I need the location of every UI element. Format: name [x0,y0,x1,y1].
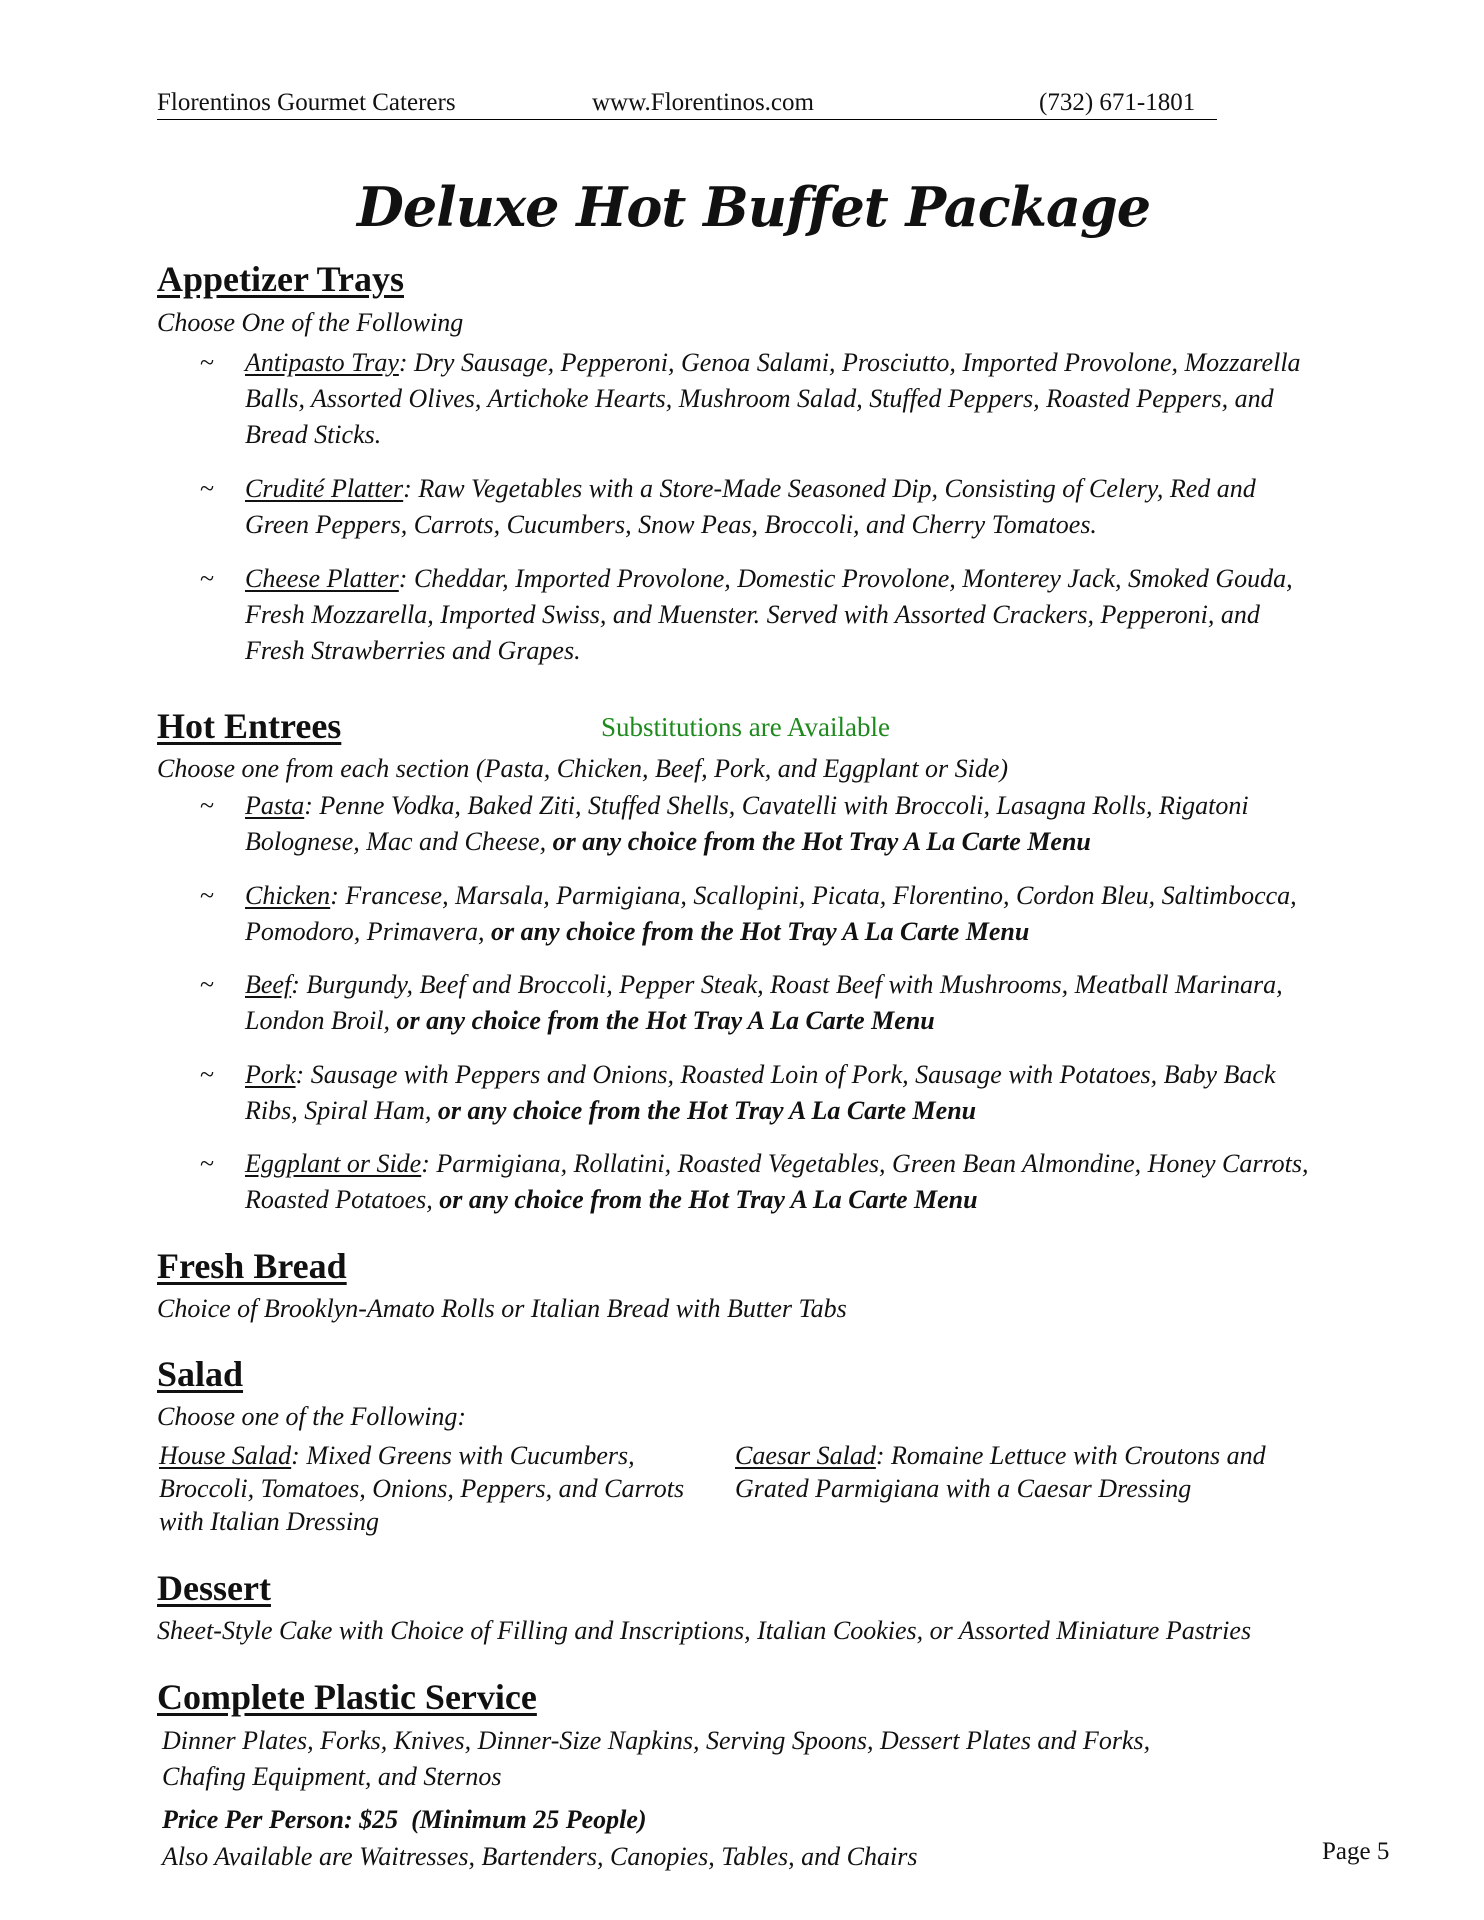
entrees-heading: Hot Entrees [157,706,342,746]
list-item: ~ Crudité Platter: Raw Vegetables with a Store-Made Seasoned Dip, Consisting of Celery, Red and Green Peppers, Carrots, Cucumbers, Snow Peas, Broccoli, and Cherry Tomatoes. [200,474,1256,539]
list-item: ~ Pasta: Penne Vodka, Baked Ziti, Stuffed Shells, Cavatelli with Broccoli, Lasagna Rolls, Rigatoni Bolognese, Mac and Cheese, or any choice from the Hot Tray A La Carte Menu [200,791,1249,856]
list-item: ~ Eggplant or Side: Parmigiana, Rollatini, Roasted Vegetables, Green Bean Almondine, Honey Carrots, Roasted Potatoes, or any choice from the Hot Tray A La Carte Menu [200,1149,1309,1214]
dessert-heading: Dessert [157,1568,271,1608]
item-name: Pork [245,1060,296,1089]
list-item: ~ Cheese Platter: Cheddar, Imported Provolone, Domestic Provolone, Monterey Jack, Smoked Gouda, Fresh Mozzarella, Imported Swiss, and Muenster. Served with Assorted Crackers, Pepperoni, and Fresh Strawberries and Grapes. [200,564,1293,665]
company-name: Florentinos Gourmet Caterers [157,89,456,116]
item-name: Antipasto Tray [245,348,399,377]
page-header [157,89,1217,120]
also-available: Also Available are Waitresses, Bartenders, Canopies, Tables, and Chairs [162,1842,918,1871]
appetizer-instruction: Choose One of the Following [157,308,464,337]
dessert-text: Sheet-Style Cake with Choice of Filling and Inscriptions, Italian Cookies, or Assorted Miniature Pastries [157,1616,1252,1645]
phone-number: (732) 671-1801 [1039,89,1196,116]
substitutions-note: Substitutions are Available [601,712,890,742]
item-name: Caesar Salad [735,1441,876,1470]
item-name: Chicken [245,881,331,910]
page-number: Page 5 [1322,1838,1390,1865]
page-title: Deluxe Hot Buffet Package [357,175,1151,239]
entrees-instruction: Choose one from each section (Pasta, Chicken, Beef, Pork, and Eggplant or Side) [157,754,1009,783]
house-salad: House Salad: Mixed Greens with Cucumbers, Broccoli, Tomatoes, Onions, Peppers, and Carrots with Italian Dressing [159,1441,685,1536]
plastic-text: Dinner Plates, Forks, Knives, Dinner-Size Napkins, Serving Spoons, Dessert Plates and Forks, Chafing Equipment, and Sternos [162,1726,1151,1791]
salad-instruction: Choose one of the Following: [157,1402,467,1431]
price-per-person: Price Per Person: $25 (Minimum 25 People) [162,1805,647,1834]
item-name: House Salad [159,1441,292,1470]
item-name: Eggplant or Side [245,1149,422,1178]
item-name: Cheese Platter [245,564,399,593]
plastic-heading: Complete Plastic Service [157,1677,537,1717]
item-name: Beef [245,970,292,999]
list-item: ~ Antipasto Tray: Dry Sausage, Pepperoni, Genoa Salami, Prosciutto, Imported Provolone, Mozzarella Balls, Assorted Olives, Artichoke Hearts, Mushroom Salad, Stuffed Peppers, Roasted Peppers, and Bread Sticks. [200,348,1301,449]
caesar-salad: Caesar Salad: Romaine Lettuce with Croutons and Grated Parmigiana with a Caesar Dressing [735,1441,1266,1503]
list-item: ~ Pork: Sausage with Peppers and Onions, Roasted Loin of Pork, Sausage with Potatoes, Baby Back Ribs, Spiral Ham, or any choice from the Hot Tray A La Carte Menu [200,1060,1276,1125]
website-link[interactable]: www.Florentinos.com [592,89,814,116]
list-item: ~ Beef: Burgundy, Beef and Broccoli, Pepper Steak, Roast Beef with Mushrooms, Meatball Marinara, London Broil, or any choice from the Hot Tray A La Carte Menu [200,970,1283,1035]
item-name: Pasta [245,791,305,820]
salad-heading: Salad [157,1354,244,1394]
item-name: Crudité Platter [245,474,404,503]
bread-heading: Fresh Bread [157,1246,347,1286]
appetizer-heading: Appetizer Trays [157,259,404,299]
bread-text: Choice of Brooklyn-Amato Rolls or Italian Bread with Butter Tabs [157,1294,847,1323]
list-item: ~ Chicken: Francese, Marsala, Parmigiana, Scallopini, Picata, Florentino, Cordon Bleu, Saltimbocca, Pomodoro, Primavera, or any choice from the Hot Tray A La Carte Menu [200,881,1297,946]
